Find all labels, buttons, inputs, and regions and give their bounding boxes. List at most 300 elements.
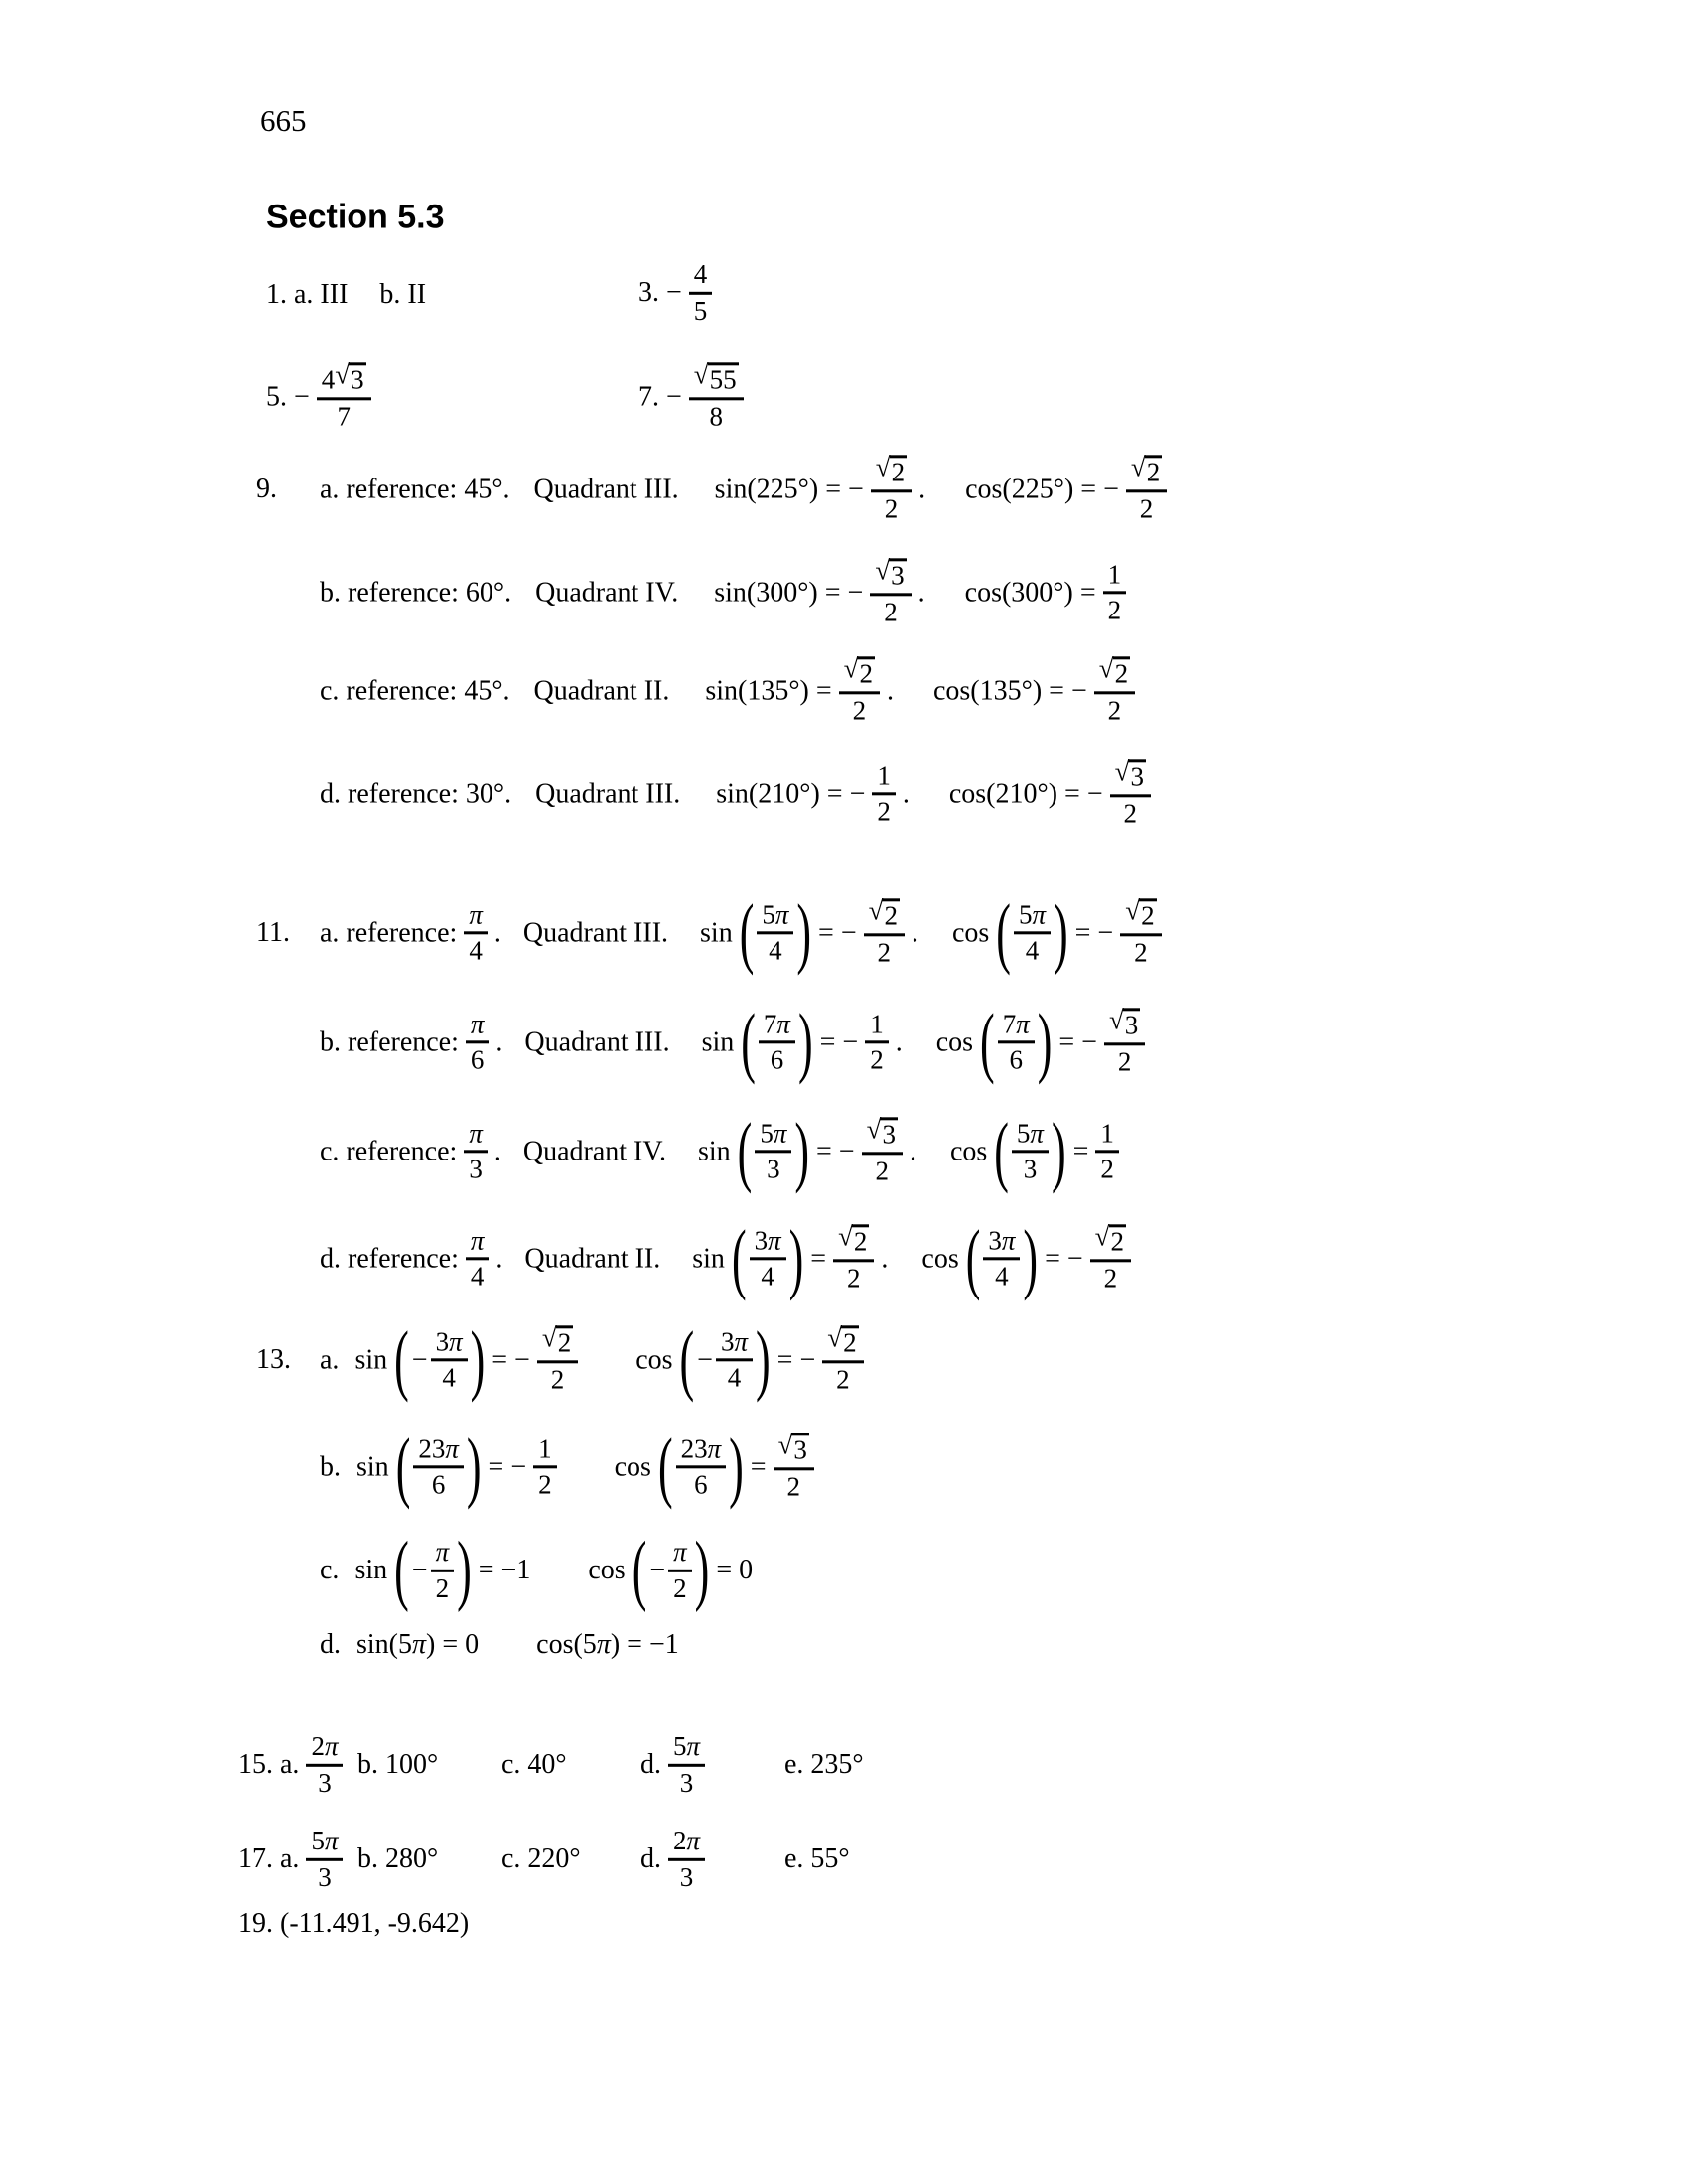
answer-row-17e	[784, 1843, 850, 1875]
denominator: 2	[833, 1259, 874, 1294]
math-text: 5. −	[266, 380, 310, 412]
answer-row-1	[266, 279, 426, 311]
spacer	[346, 1570, 348, 1571]
radicand: 3	[793, 1434, 807, 1465]
radical-sign: √	[335, 359, 351, 390]
fraction	[865, 1010, 889, 1075]
denominator: 2	[822, 1360, 863, 1395]
numerator: 4	[693, 258, 708, 289]
answer-row-11b	[320, 998, 1145, 1086]
denominator: 2	[774, 1467, 814, 1502]
spacer	[348, 1467, 350, 1468]
radicand: 2	[891, 457, 906, 487]
numerator	[833, 1221, 874, 1259]
denominator: 3	[668, 1764, 705, 1799]
numerator: π	[469, 898, 483, 929]
math-text: sin	[701, 1025, 735, 1057]
radical-sign: √	[693, 359, 709, 390]
right-paren: )	[729, 1423, 744, 1511]
math-text: cos	[635, 1343, 673, 1375]
sqrt-radical	[1114, 756, 1146, 792]
fraction	[431, 1538, 455, 1603]
spacer	[667, 1259, 685, 1260]
fraction	[1090, 1221, 1131, 1293]
spacer	[537, 1570, 581, 1571]
denominator: 2	[872, 793, 896, 828]
numerator	[317, 359, 371, 397]
numerator	[822, 1322, 863, 1360]
denominator: 3	[1012, 1151, 1049, 1185]
math-text: 3. −	[638, 276, 682, 308]
numerator	[774, 1430, 814, 1467]
numerator: π	[470, 1224, 485, 1255]
answer-row-11a	[256, 888, 1162, 977]
paren-group	[996, 888, 1068, 977]
math-text: Quadrant III.	[524, 1025, 670, 1057]
fraction	[689, 359, 744, 431]
answer-row-13b	[320, 1423, 814, 1511]
math-text: cos(210°) = −	[948, 777, 1103, 809]
paren-group	[731, 1214, 804, 1302]
right-paren: )	[797, 998, 813, 1086]
math-text: = 0	[716, 1554, 754, 1585]
radical-sign: √	[1098, 653, 1114, 684]
numerator: 1	[877, 759, 891, 790]
answer-row-13d	[320, 1629, 679, 1661]
math-text: Quadrant IV.	[522, 1135, 666, 1166]
paren-group	[679, 1315, 771, 1404]
sqrt-radical	[777, 1430, 809, 1465]
fraction	[872, 761, 896, 827]
math-text: b. 280°	[357, 1843, 439, 1874]
denominator: 4	[464, 932, 488, 967]
spacer	[486, 1645, 529, 1646]
math-text: a.	[320, 1343, 340, 1375]
fraction	[1014, 900, 1051, 966]
paren-group	[739, 888, 812, 977]
numerator	[689, 359, 744, 397]
math-text: −	[697, 1343, 713, 1375]
right-paren: )	[796, 888, 812, 977]
math-text: = −	[1058, 1025, 1097, 1057]
fraction	[822, 1322, 863, 1394]
math-text: 17. a.	[238, 1843, 300, 1874]
spacer	[585, 1360, 629, 1361]
math-text: e. 235°	[784, 1748, 864, 1780]
fraction	[1120, 895, 1161, 967]
math-text: =	[1072, 1135, 1089, 1166]
math-text: cos	[588, 1554, 626, 1585]
answer-row-13c	[320, 1526, 754, 1614]
fraction	[466, 1010, 490, 1075]
spacer	[517, 489, 527, 490]
radical-sign: √	[827, 1322, 843, 1353]
spacer	[508, 1152, 516, 1153]
denominator: 2	[865, 1041, 889, 1076]
math-text: d.	[640, 1843, 661, 1874]
spacer	[518, 593, 528, 594]
spacer	[673, 1152, 691, 1153]
denominator: 2	[1103, 592, 1127, 626]
spacer	[910, 1042, 929, 1043]
math-text: cos	[949, 1135, 988, 1166]
numerator: 5 π	[1016, 1117, 1044, 1148]
right-paren: )	[1023, 1214, 1039, 1302]
sqrt-radical	[875, 452, 907, 487]
item-number: 9.	[256, 473, 277, 504]
radical-sign: √	[875, 452, 891, 482]
fraction	[759, 1010, 795, 1075]
numerator	[1104, 1005, 1145, 1042]
radical-sign: √	[868, 895, 884, 926]
math-text: =	[750, 1450, 767, 1482]
denominator: 2	[1090, 1259, 1131, 1294]
denominator: 2	[871, 489, 912, 524]
radical-sign: √	[866, 1114, 882, 1145]
denominator: 4	[983, 1258, 1020, 1293]
numerator	[1126, 452, 1167, 489]
spacer	[687, 794, 709, 795]
numerator: 2 π	[673, 1825, 701, 1855]
fraction	[668, 1827, 705, 1892]
math-text: a. reference:	[320, 916, 458, 948]
denominator: 5	[689, 292, 713, 327]
numerator: 3 π	[720, 1325, 748, 1356]
sqrt-radical	[875, 555, 906, 591]
math-text: sin	[354, 1343, 388, 1375]
fraction	[833, 1221, 874, 1293]
denominator: 2	[533, 1466, 557, 1501]
spacer	[923, 1152, 943, 1153]
numerator	[537, 1322, 578, 1360]
spacer	[518, 794, 528, 795]
fraction	[871, 452, 912, 523]
math-text: cos	[614, 1450, 651, 1482]
numerator: 3 π	[435, 1325, 463, 1356]
numerator: 7 π	[1002, 1008, 1030, 1038]
fraction	[1126, 452, 1167, 523]
math-text: d. reference:	[320, 1242, 459, 1274]
fraction	[306, 1827, 343, 1892]
radicand: 2	[1141, 900, 1155, 931]
fraction	[716, 1327, 753, 1393]
math-text: = −	[819, 1025, 859, 1057]
answer-row-17b	[357, 1843, 438, 1875]
spacer	[346, 1360, 348, 1361]
left-paren: (	[394, 1526, 409, 1614]
math-text: .	[881, 1242, 889, 1274]
denominator: 2	[1120, 933, 1161, 968]
numerator: π	[673, 1536, 687, 1567]
math-text: b. reference:	[320, 1025, 459, 1057]
math-text: cos	[935, 1025, 974, 1057]
answer-row-3	[638, 260, 712, 326]
spacer	[925, 933, 945, 934]
math-text: −	[411, 1554, 428, 1585]
numerator: π	[470, 1008, 485, 1038]
answer-row-11c	[320, 1107, 1119, 1195]
radicand: 2	[557, 1327, 572, 1358]
math-text: = −	[492, 1343, 530, 1375]
fraction	[431, 1327, 468, 1393]
spacer	[916, 794, 942, 795]
denominator: 8	[689, 397, 744, 432]
numerator: 5 π	[762, 898, 789, 929]
spacer	[354, 295, 372, 296]
math-text: .	[911, 916, 918, 948]
radical-sign: √	[777, 1430, 793, 1460]
numerator	[839, 653, 880, 691]
denominator: 7	[317, 397, 371, 432]
denominator: 6	[413, 1466, 464, 1501]
numerator: 3 π	[988, 1224, 1016, 1255]
item-number: 13.	[256, 1343, 291, 1375]
denominator: 3	[464, 1151, 488, 1185]
denominator: 2	[668, 1570, 692, 1604]
numerator	[871, 452, 912, 489]
right-paren: )	[466, 1423, 482, 1511]
spacer	[675, 933, 693, 934]
math-text: sin(210°) = −	[716, 777, 866, 809]
math-text: .	[895, 1025, 903, 1057]
math-text: cos(135°) = −	[932, 674, 1087, 706]
radicand: 3	[1130, 761, 1144, 792]
answer-row-15d	[640, 1732, 705, 1798]
radical-sign: √	[1130, 452, 1146, 482]
sqrt-radical	[1108, 1005, 1140, 1040]
answer-row-5	[266, 359, 371, 431]
right-paren: )	[1051, 1107, 1066, 1195]
paren-group	[394, 1315, 486, 1404]
math-text: = −	[1074, 916, 1114, 948]
answer-row-15e	[784, 1749, 864, 1781]
sqrt-radical	[1130, 452, 1162, 487]
right-paren: )	[756, 1315, 771, 1404]
numerator: 5 π	[673, 1730, 701, 1761]
answer-row-15a	[238, 1732, 343, 1798]
fraction	[1104, 1005, 1145, 1076]
denominator: 6	[998, 1041, 1035, 1076]
answer-row-7	[638, 359, 744, 431]
right-paren: )	[470, 1315, 486, 1404]
math-text: 15. a.	[238, 1748, 300, 1780]
answer-row-9b	[320, 555, 1126, 626]
math-text: sin	[356, 1450, 389, 1482]
left-paren: (	[741, 998, 756, 1086]
numerator: 3 π	[754, 1224, 781, 1255]
radicand: 2	[1146, 457, 1161, 487]
left-paren: (	[996, 888, 1011, 977]
math-text: d. reference: 30°.	[320, 777, 512, 809]
sqrt-radical	[1094, 1221, 1126, 1257]
math-text: cos(225°) = −	[965, 473, 1119, 504]
answer-row-13a	[256, 1315, 864, 1404]
math-text: cos	[951, 916, 990, 948]
page-number: 665	[260, 103, 307, 139]
numerator	[864, 895, 905, 933]
left-paren: (	[632, 1526, 647, 1614]
numerator: 5 π	[1018, 898, 1046, 929]
fraction	[464, 900, 488, 966]
radicand: 2	[843, 1327, 857, 1358]
section-heading: Section 5.3	[266, 198, 445, 236]
spacer	[932, 489, 958, 490]
fraction	[757, 900, 793, 966]
radical-sign: √	[843, 653, 859, 684]
denominator: 2	[1095, 1151, 1119, 1185]
paren-group	[980, 998, 1053, 1086]
left-paren: (	[679, 1315, 695, 1404]
radicand: 2	[884, 900, 898, 931]
paren-group	[741, 998, 813, 1086]
fraction	[774, 1430, 814, 1501]
fraction	[689, 260, 713, 326]
numerator: π	[435, 1536, 450, 1567]
numerator: 1	[870, 1008, 884, 1038]
denominator: 6	[759, 1041, 795, 1076]
numerator	[1120, 895, 1161, 933]
radical-sign: √	[1094, 1221, 1110, 1252]
spacer	[901, 691, 926, 692]
left-paren: (	[994, 1107, 1009, 1195]
numerator: 1	[1107, 558, 1122, 589]
spacer	[348, 1645, 350, 1646]
paren-group	[994, 1107, 1066, 1195]
denominator: 4	[750, 1258, 786, 1293]
denominator: 6	[466, 1041, 490, 1076]
math-text: c. reference:	[320, 1135, 458, 1166]
paren-group	[632, 1526, 710, 1614]
math-text: .	[917, 576, 925, 608]
fraction	[1103, 560, 1127, 625]
item-number: 11.	[256, 916, 290, 948]
spacer	[509, 1042, 517, 1043]
left-paren: (	[394, 1315, 409, 1404]
fraction	[1095, 1119, 1119, 1184]
numerator	[1110, 756, 1151, 794]
spacer	[509, 1259, 517, 1260]
denominator: 2	[1094, 691, 1135, 726]
numerator: 1	[1100, 1117, 1114, 1148]
math-text: = −1	[478, 1554, 531, 1585]
math-text: .	[909, 1135, 916, 1166]
fraction	[1094, 653, 1135, 725]
sqrt-radical	[541, 1322, 573, 1358]
paren-group	[395, 1423, 482, 1511]
denominator: 2	[537, 1360, 578, 1395]
numerator: 23 π	[680, 1433, 722, 1463]
radical-sign: √	[875, 555, 891, 586]
math-text: 1. a. III	[266, 278, 349, 310]
sqrt-radical	[827, 1322, 858, 1358]
fraction	[983, 1226, 1020, 1292]
denominator: 2	[1110, 794, 1151, 829]
radical-sign: √	[541, 1322, 557, 1353]
right-paren: )	[794, 1107, 810, 1195]
sqrt-radical	[868, 895, 900, 931]
spacer	[508, 933, 516, 934]
answer-row-9d	[320, 756, 1151, 828]
radicand: 2	[853, 1226, 868, 1257]
sqrt-radical	[866, 1114, 898, 1150]
spacer	[932, 593, 958, 594]
numerator: 23 π	[418, 1433, 459, 1463]
math-text: .	[493, 1135, 501, 1166]
denominator: 6	[676, 1466, 727, 1501]
sqrt-radical	[1125, 895, 1156, 931]
math-text: Quadrant III.	[535, 777, 681, 809]
math-text: Quadrant IV.	[535, 576, 679, 608]
math-text: = −	[816, 1135, 855, 1166]
fraction	[413, 1434, 464, 1500]
math-text: cos	[921, 1242, 959, 1274]
answer-row-17d	[640, 1827, 705, 1892]
left-paren: (	[731, 1214, 747, 1302]
math-text: c. reference: 45°.	[320, 674, 510, 706]
radical-sign: √	[1108, 1005, 1124, 1035]
fraction	[537, 1322, 578, 1394]
math-text: d.	[320, 1628, 341, 1660]
right-paren: )	[1053, 888, 1068, 977]
answer-row-17c	[501, 1843, 581, 1875]
right-paren: )	[694, 1526, 710, 1614]
denominator: 4	[466, 1258, 490, 1293]
numerator	[1094, 653, 1135, 691]
radical-sign: √	[1125, 895, 1141, 926]
fraction	[998, 1010, 1035, 1075]
spacer	[677, 1042, 695, 1043]
numerator	[1090, 1221, 1131, 1259]
left-paren: (	[395, 1423, 411, 1511]
math-text: Quadrant III.	[533, 473, 679, 504]
math-text: Quadrant II.	[524, 1242, 661, 1274]
paren-group	[965, 1214, 1039, 1302]
answer-row-19	[238, 1908, 469, 1940]
radicand: 3	[882, 1119, 896, 1150]
denominator: 4	[431, 1359, 468, 1394]
fraction	[870, 555, 911, 626]
numerator: 5 π	[311, 1825, 339, 1855]
math-text: sin	[692, 1242, 725, 1274]
numerator	[862, 1114, 903, 1152]
math-text: sin(300°) = −	[714, 576, 864, 608]
right-paren: )	[457, 1526, 472, 1614]
math-text: .	[495, 1025, 503, 1057]
paren-group	[394, 1526, 472, 1614]
math-text: =	[810, 1242, 827, 1274]
numerator: π	[469, 1117, 483, 1148]
fraction	[1110, 756, 1151, 828]
spacer	[685, 593, 707, 594]
left-paren: (	[737, 1107, 753, 1195]
denominator: 4	[1014, 932, 1051, 967]
math-text: cos(5π) = −1	[536, 1628, 679, 1660]
paren-group	[737, 1107, 810, 1195]
numerator: 2 π	[311, 1730, 339, 1761]
numerator	[870, 555, 911, 593]
right-paren: )	[1037, 998, 1053, 1086]
numerator: 7 π	[763, 1008, 790, 1038]
radicand: 2	[1110, 1226, 1124, 1257]
math-text: = −	[818, 916, 857, 948]
spacer	[564, 1467, 608, 1468]
denominator: 3	[668, 1858, 705, 1893]
math-text: Quadrant III.	[522, 916, 669, 948]
math-text: sin	[700, 916, 733, 948]
sqrt-radical	[1098, 653, 1130, 689]
math-text: Quadrant II.	[533, 674, 670, 706]
answer-row-11d	[320, 1214, 1131, 1302]
